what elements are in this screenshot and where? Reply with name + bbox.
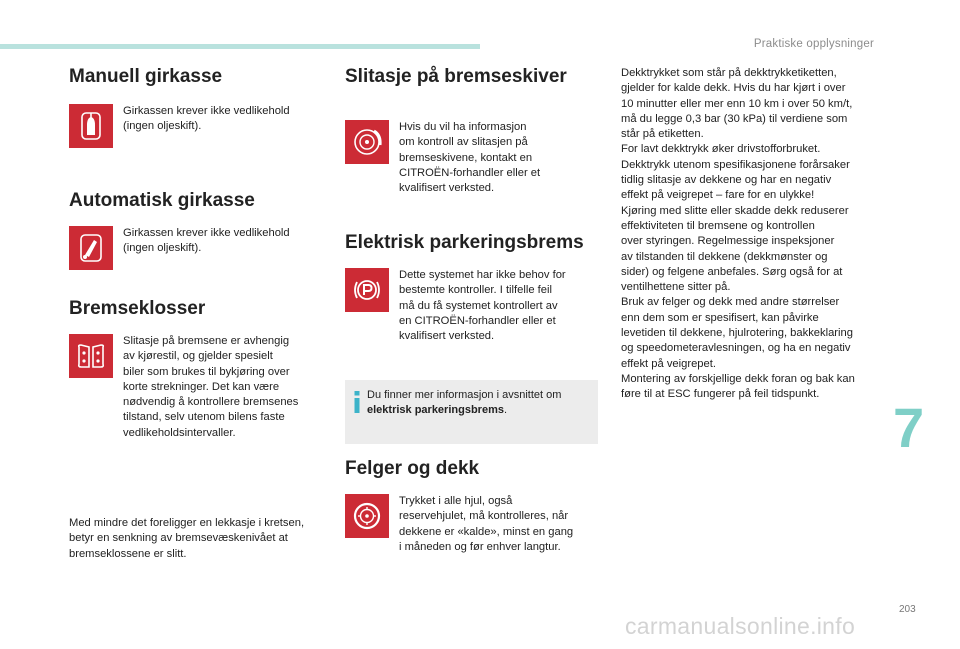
gear-stick-icon (69, 104, 113, 148)
section-brake-pads (69, 298, 324, 560)
automatic-gear-icon (69, 226, 113, 270)
entry-text: Girkassen krever ikke vedlikehold (ingen oljeskift). (123, 105, 290, 133)
chapter-number: 7 (893, 396, 925, 459)
section-automatic-gearbox (69, 190, 324, 255)
section-heading: Manuell girkasse (69, 66, 223, 87)
wheel-icon (345, 494, 389, 538)
brake-disc-icon (345, 120, 389, 164)
brake-pads-icon (69, 334, 113, 378)
entry-text: Slitasje på bremsene er avhengig av kjørestil, og gjelder spesielt biler som brukes til bykjøring over korte strekninger. Det kan være nødvendig å kontrollere bremsenes tilstand, selv utenom bilens faste vedlikeholdsintervaller. (123, 335, 299, 439)
entry-text: Dette systemet har ikke behov for bestemte kontroller. I tilfelle feil må du få systemet kontrollert av en CITROËN-forhandler eller et kvalifisert verksted. (399, 269, 566, 343)
entry-text: Trykket i alle hjul, også reservehjulet, må kontrolleres, når dekkene er «kalde», minst en gang i måneden og før enhver langtur. (399, 495, 574, 553)
info-link-text: elektrisk parkeringsbrems (367, 404, 504, 416)
section-heading: Automatisk girkasse (69, 190, 255, 211)
header-accent-bar (0, 44, 480, 49)
page-header-title: Praktiske opplysninger (753, 38, 874, 50)
watermark: carmanualsonline.info (625, 613, 856, 639)
info-text (367, 388, 593, 418)
section-brake-discs (345, 66, 598, 195)
section-heading: Bremseklosser (69, 298, 206, 319)
info-icon (351, 391, 363, 413)
parking-brake-icon (345, 268, 389, 312)
section-heading: Felger og dekk (345, 458, 480, 479)
info-box (345, 380, 598, 444)
brake-fluid-note: Med mindre det foreligger en lekkasje i kretsen, betyr en senkning av bremsevæskenivået at bremseklossene er slitt. (69, 517, 305, 560)
section-heading: Slitasje på bremseskiver (345, 66, 567, 87)
tyre-pressure-text: Dekktrykket som står på dekktrykketiketten, gjelder for kalde dekk. Hvis du har kjørt i over 10 minutter eller mer enn 10 km i over 50 km/t, må du legge 0,3 bar (30 kPa) til verdiene som står på etiketten. For lavt dekktrykk øker drivstofforbruket. Dekktrykk utenom spesifikasjonene forårsaker tidlig slitasje av dekkene og har en negativ effekt på veigrepet – fare for en ulykke! Kjøring med slitte eller skadde dekk reduserer effektiviteten til bremsene og kontrollen over styringen. Regelmessige inspeksjoner av tilstanden til dekkene (dekkmønster og sider) og felgene anbefales. Sørg også for at ventilhettene sitter på. Bruk av felger og dekk med andre størrelser enn dem som er spesifisert, kan påvirke levetiden til dekkene, hjulrotering, bakkeklaring og speedometeravlesningen, og ha en negativ effekt på veigrepet. Montering av forskjellige dekk foran og bak kan føre til at ESC fungerer på feil tidspunkt. (621, 67, 855, 401)
entry-text: Girkassen krever ikke vedlikehold (ingen oljeskift). (123, 227, 290, 255)
info-text-after: . (503, 404, 508, 416)
entry-text: Hvis du vil ha informasjon om kontroll av slitasjen på bremseskivene, kontakt en CITROËN-forhandler eller et kvalifisert verksted. (399, 121, 541, 195)
section-parking-brake (345, 232, 598, 343)
page-number: 203 (899, 604, 916, 615)
section-wheels-tyres (345, 458, 598, 553)
section-manual-gearbox (69, 66, 324, 133)
section-heading: Elektrisk parkeringsbrems (345, 232, 584, 253)
info-text-before: Du finner mer informasjon i avsnittet om (367, 389, 562, 401)
